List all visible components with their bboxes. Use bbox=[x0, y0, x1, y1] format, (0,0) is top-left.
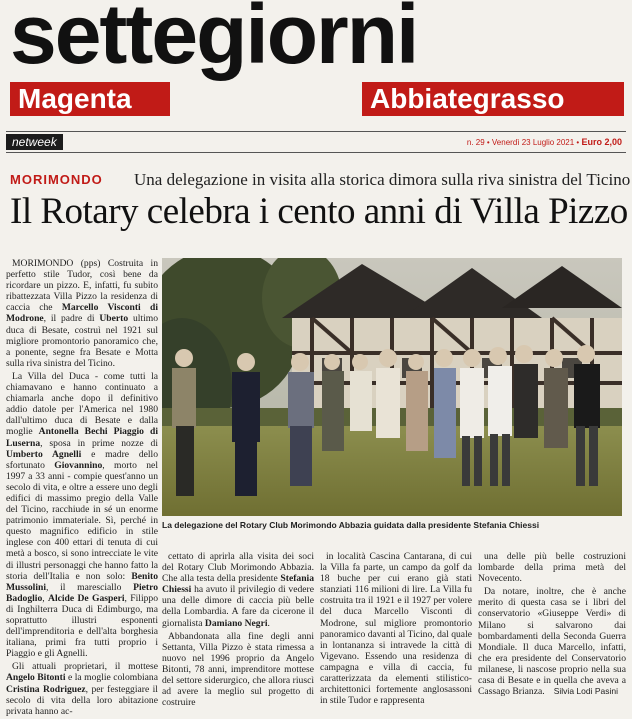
article-column-2 bbox=[162, 551, 314, 710]
paragraph bbox=[6, 258, 158, 369]
article-headline: Il Rotary celebra i cento anni di Villa Pizzo bbox=[10, 191, 628, 232]
masthead bbox=[6, 0, 626, 81]
issue-info bbox=[467, 135, 622, 150]
text: , il padre di bbox=[43, 313, 100, 325]
text: , morto nel 1997 a 33 anni - compie quest'anno un secolo di vita, e oltre a essere uno degli edifici di massimo pregio della Valle del Ticino, racchiude in sé un enorme patrimonio immateriale. Sì, perché in questo magnifico edificio in stile inglese con 400 ettari di tenuta di cui metà a bosco, si sono intrecciate le vite di illustri personaggi che hanno fatto la storia dell'Italia e non solo: bbox=[6, 459, 158, 582]
paragraph bbox=[6, 371, 158, 659]
person-name: Damiano Negri bbox=[204, 617, 268, 629]
article-column-1 bbox=[6, 258, 158, 719]
edition-magenta: Magenta bbox=[10, 82, 170, 116]
issue-bar bbox=[6, 131, 626, 153]
person-name: Pietro Badoglio bbox=[6, 581, 158, 604]
text: cettato di aprirla alla visita dei soci del Rotary Club Morimondo Abbazia. Che alla testa della presidente bbox=[162, 551, 314, 585]
text: Gli attuali proprietari, il mottese bbox=[12, 661, 158, 673]
group-photo-illustration bbox=[162, 258, 622, 516]
person-name: Uberto bbox=[99, 313, 129, 325]
paragraph bbox=[6, 661, 158, 716]
paragraph: Abbandonata alla fine degli anni Settanta, Villa Pizzo è stata rimessa a nuovo nel 1996 proprio da Angelo Bitonti, 78 anni, imprenditore mottese del settore siderurgico, che allora riuscì ad avere la meglio sul progetto di costruire bbox=[162, 630, 314, 709]
person-name: Cristina Rodriguez bbox=[6, 683, 86, 695]
article-column-3 bbox=[320, 551, 472, 708]
person-name: Umberto Agnelli bbox=[6, 448, 82, 460]
text: La Villa del Duca - come tutti la chiamavano e hanno continuato a chiamarla anche dopo il definitivo addio datole per l'America nel 1980 dall'ultimo duca di Besate e dalla moglie bbox=[6, 370, 158, 438]
text: ha avuto il privilegio di vedere una delle dimore di caccia più belle della Lombardia. A fare da cicerone il giornalista bbox=[162, 584, 314, 629]
article-subhead: Una delegazione in visita alla storica dimora sulla riva sinistra del Ticino bbox=[134, 170, 631, 189]
author-signature: Silvia Lodi Pasini bbox=[553, 686, 618, 696]
text: MORIMONDO (pps) Costruita in perfetto stile Tudor, così bene da ricordare un pizzo. E, infatti, fu subito ribattezzata Villa Pizzo la residenza di caccia che bbox=[6, 258, 158, 314]
person-name: Antonella Bechi Piaggio di Luserna bbox=[6, 426, 159, 449]
text: , il maresciallo bbox=[46, 581, 134, 593]
text: , Filippo di Inghilterra Duca di Edimburgo, ma soprattutto illustri esponenti dell'imprenditoria e dell'alta borghesia italiana, primi fra tutti proprio i Piaggio e gli Agnelli. bbox=[6, 592, 158, 660]
article-kicker: MORIMONDO bbox=[10, 172, 103, 187]
person-name: Alcide De Gasperi bbox=[48, 592, 125, 604]
text: , sposa in prime nozze di bbox=[40, 437, 158, 449]
text: ultimo duca di Besate, costruì nel 1921 sul migliore promontorio panoramico che, a ponente, segne fra Besate e Motta sulla riva sinistra del Ticino. bbox=[6, 313, 159, 369]
paragraph bbox=[162, 551, 314, 629]
photo-caption: La delegazione del Rotary Club Morimondo Abbazia guidata dalla presidente Stefania Chiessi bbox=[162, 520, 540, 530]
edition-abbiategrasso: Abbiategrasso bbox=[362, 82, 624, 116]
paragraph: Da notare, inoltre, che è anche merito di questa casa se i libri del conservatorio «Giuseppe Verdi» di Milano si salvarono dai bombardamenti della Seconda Guerra Mondiale. Il duca Marcello, infatti, che era presidente del Conservatorio milanese, li nascose proprio nella sua casa di Besate e in quella che aveva a Cassago Brianza. bbox=[478, 586, 626, 698]
article-photo bbox=[162, 258, 622, 516]
text: e madre dello sfortunato bbox=[6, 448, 158, 471]
paragraph: in località Cascina Cantarana, di cui la Villa fa parte, un campo da golf da 18 buche per cui erano già stati stanziati 116 milioni di lire. La Villa fu costruita tra il 1921 e il 1927 per volere del duca Marcello Visconti di Modrone, sul migliore promontorio panoramico davanti al Ticino, dal quale in lontananza si intravede la città di Vigevano. Essendo una residenza di campagna e villa di caccia, fu caratterizzata da elementi stilistico-architettonici fortemente anglosassoni in stile Tudor e rappresenta bbox=[320, 551, 472, 707]
issue-price: Euro 2,00 bbox=[581, 137, 622, 147]
paragraph: una delle più belle costruzioni lombarde della prima metà del Novecento. bbox=[478, 551, 626, 585]
netweek-logo: netweek bbox=[6, 134, 63, 150]
person-name: Benito Mussolini bbox=[6, 570, 158, 593]
text: . bbox=[267, 617, 270, 629]
article-column-4 bbox=[478, 551, 626, 699]
issue-date: n. 29 • Venerdì 23 Luglio 2021 • bbox=[466, 138, 580, 147]
person-name: Stefania Chiessi bbox=[162, 573, 314, 596]
person-name: Giovannino bbox=[54, 459, 103, 471]
newspaper-title: settegiorni bbox=[10, 0, 418, 81]
person-name: Angelo Bitonti bbox=[6, 672, 66, 684]
text: e la moglie colombiana bbox=[65, 672, 158, 684]
person-name: Marcello Visconti di Modrone bbox=[6, 302, 158, 325]
text: , per festeggiare il secolo di vita della loro abitazione privata hanno ac- bbox=[6, 683, 158, 717]
text: , bbox=[42, 592, 49, 604]
